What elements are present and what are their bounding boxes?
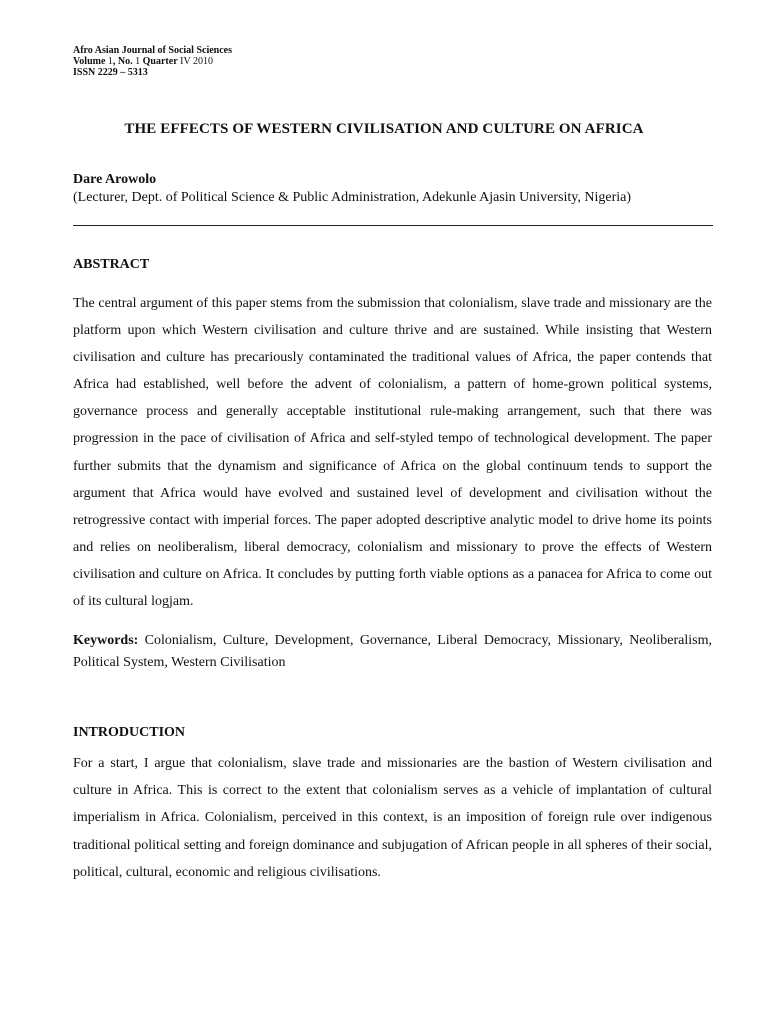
author-name: Dare Arowolo	[73, 172, 157, 187]
journal-name: Afro Asian Journal of Social Sciences	[73, 45, 232, 56]
paper-title: THE EFFECTS OF WESTERN CIVILISATION AND CULTURE ON AFRICA	[124, 121, 644, 137]
keywords-label: Keywords:	[73, 633, 139, 648]
author-affiliation: (Lecturer, Dept. of Political Science & Public Administration, Adekunle Ajasin University, Nigeria)	[73, 190, 632, 205]
volume-number: 1	[107, 56, 113, 67]
abstract-heading: ABSTRACT	[73, 257, 150, 272]
introduction-heading: INTRODUCTION	[73, 725, 186, 740]
section-divider	[73, 225, 713, 226]
keywords	[73, 630, 712, 674]
issue-label: No.	[117, 56, 133, 67]
journal-volume-line: Volume 1, No. 1 Quarter IV 2010	[73, 56, 214, 67]
journal-header	[73, 45, 232, 78]
quarter-value: IV 2010	[180, 56, 214, 67]
journal-issn: ISSN 2229 – 5313	[73, 67, 148, 78]
keywords-list: Colonialism, Culture, Development, Governance, Liberal Democracy, Missionary, Neoliberalism, Political System, Western Civilisation	[73, 633, 712, 670]
introduction-text: For a start, I argue that colonialism, slave trade and missionaries are the bastion of Western civilisation and culture in Africa. This is correct to the extent that colonialism serves as a vehicle of implantation of cultural imperialism in Africa. Colonialism, perceived in this context, is an imposition of foreign rule over indigenous traditional political setting and foreign dominance and subjugation of African people in all spheres of their social, political, cultural, economic and religious civilisations.	[73, 756, 712, 880]
quarter-label: Quarter	[142, 56, 178, 67]
volume-label: Volume	[73, 56, 106, 67]
issue-number: 1	[135, 56, 141, 67]
abstract-text: The central argument of this paper stems from the submission that colonialism, slave trade and missionary are the platform upon which Western civilisation and culture thrive and are sustained. While insisting that Western civilisation and culture has precariously contaminated the traditional values of Africa, the paper contends that Africa had established, well before the advent of colonialism, a pattern of home-grown political systems, governance process and generally acceptable institutional rule-making arrangement, such that there was progression in the pace of civilisation of Africa and self-styled tempo of technological development. The paper further submits that the dynamism and significance of Africa on the global continuum tends to support the argument that Africa would have evolved and sustained level of development and civilisation without the retrogressive contact with imperial forces. The paper adopted descriptive analytic model to drive home its points and relies on neoliberalism, liberal democracy, colonialism and missionary to prove the effects of Western civilisation and culture on Africa. It concludes by putting forth viable options as a panacea for Africa to come out of its cultural logjam.	[73, 296, 712, 610]
